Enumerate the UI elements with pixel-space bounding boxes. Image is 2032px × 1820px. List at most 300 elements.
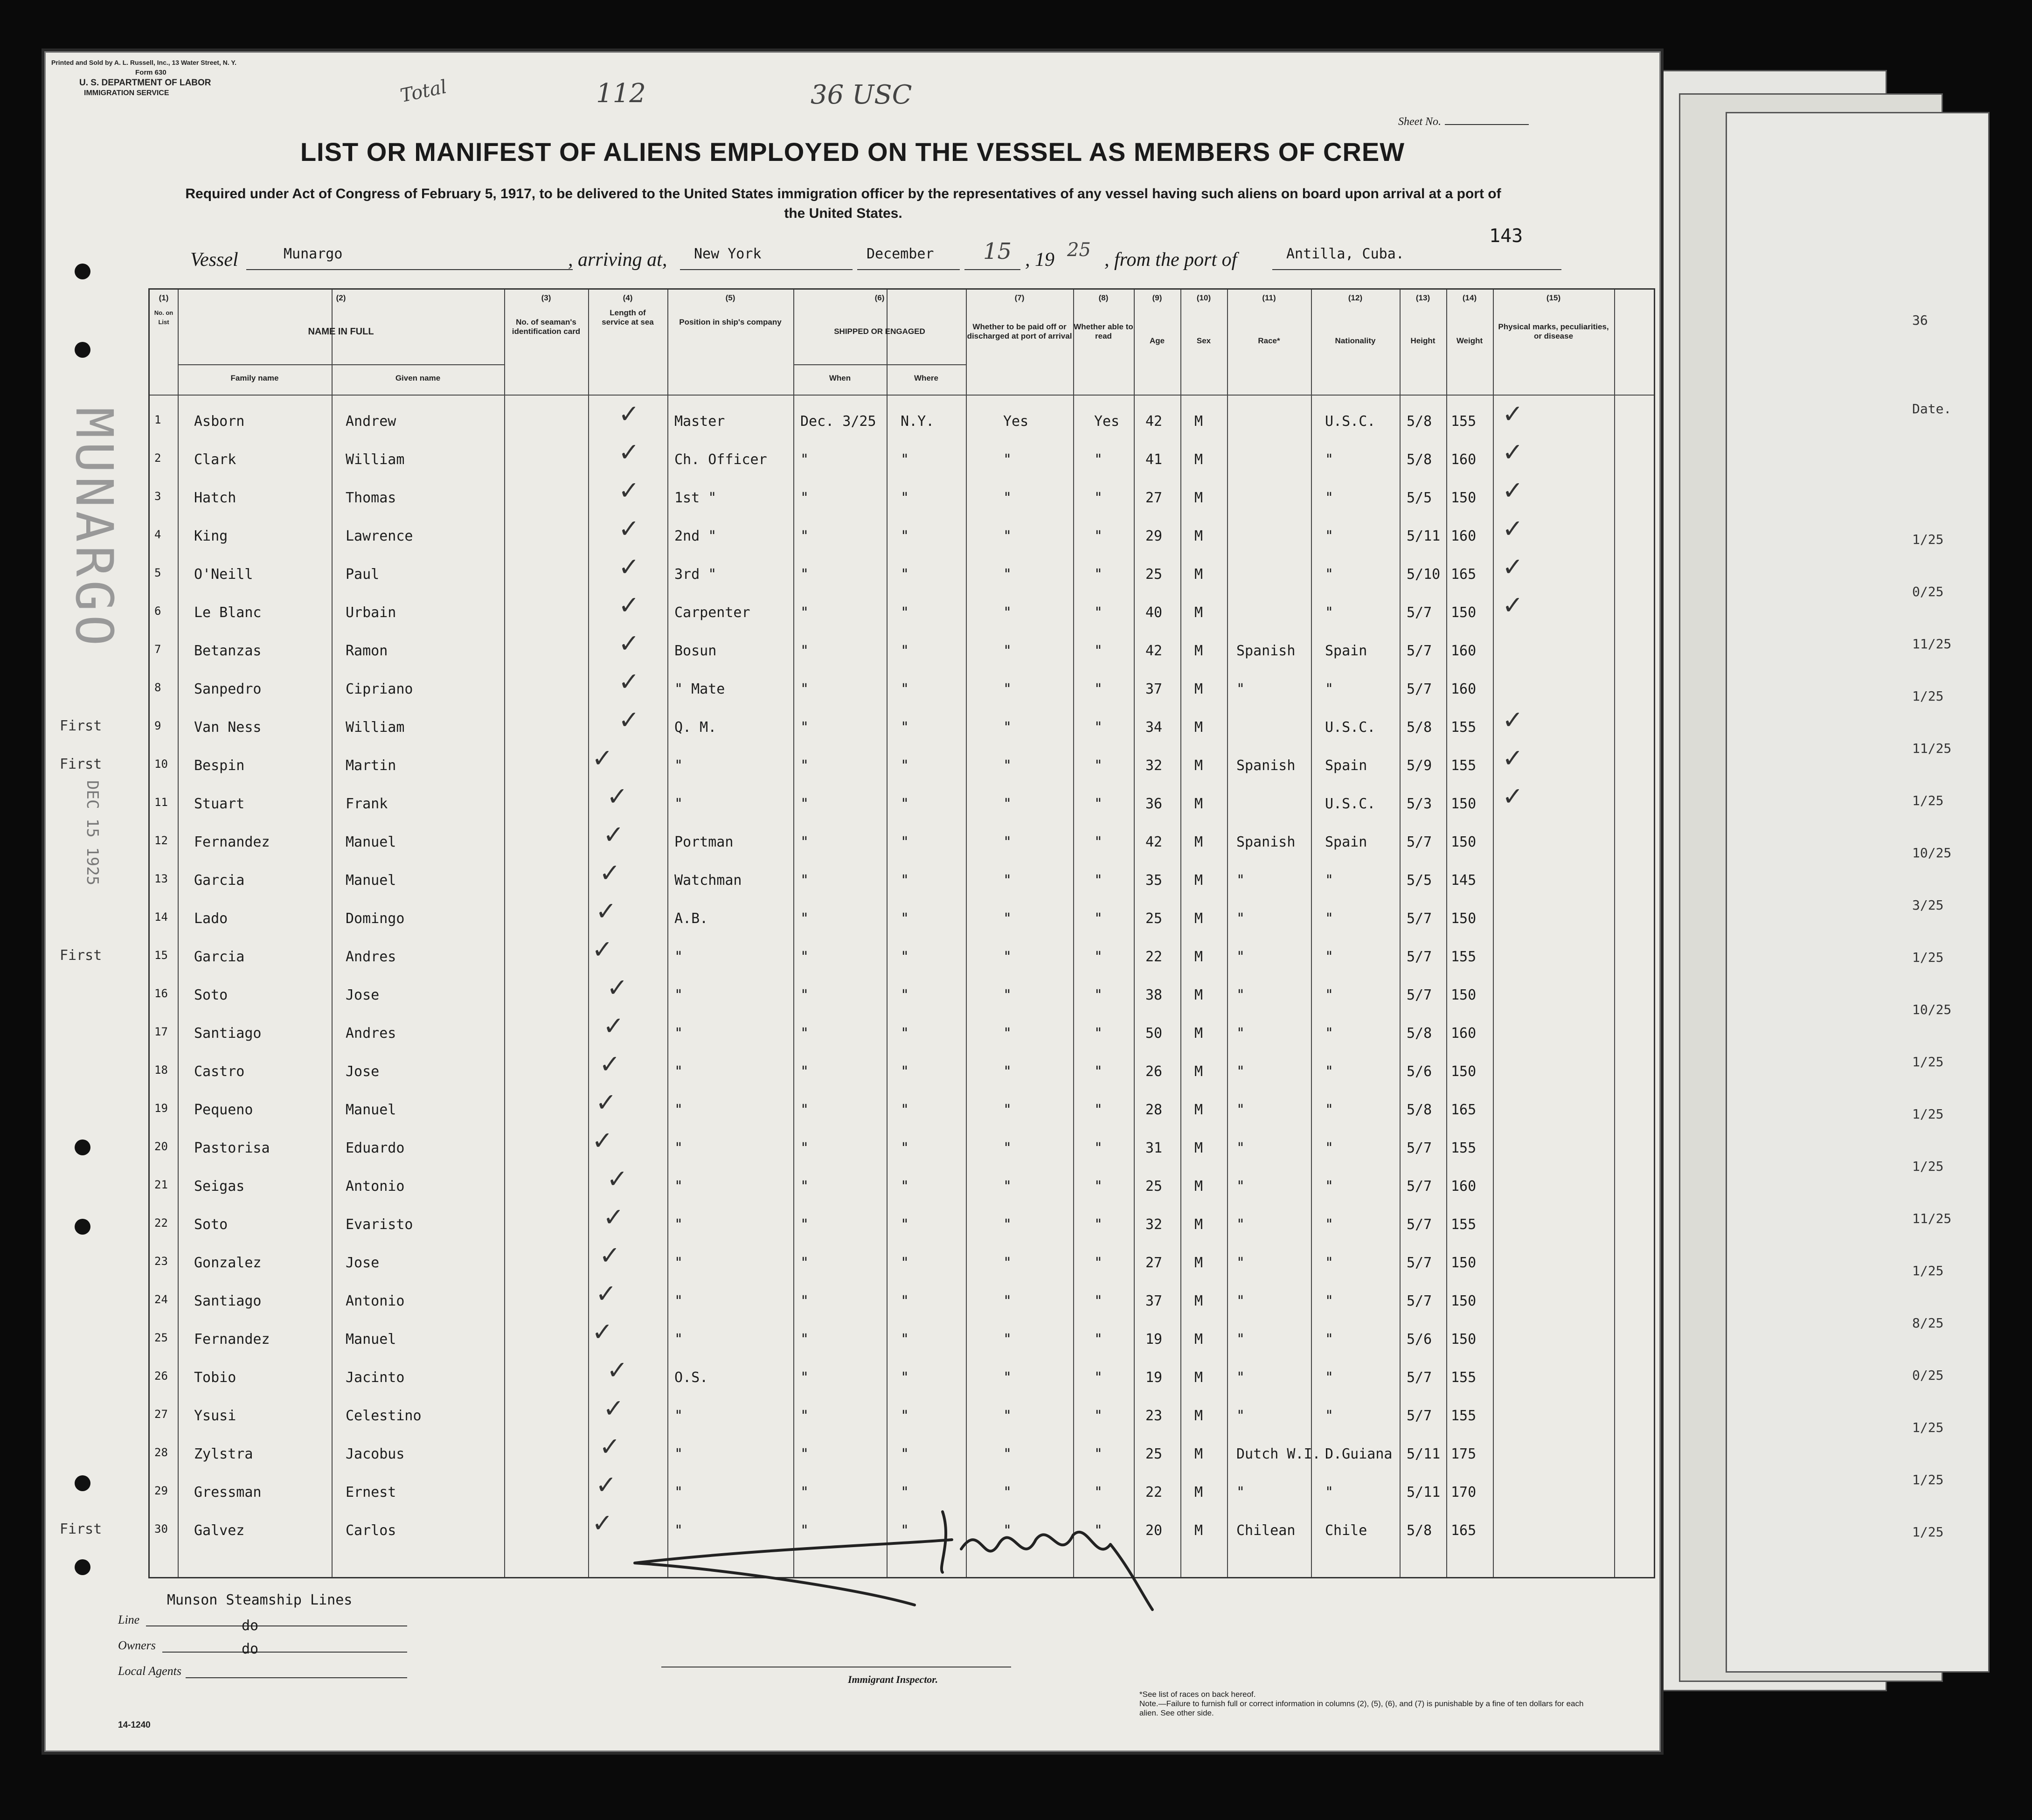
tally-check-icon: ✓ bbox=[592, 935, 613, 964]
col7-num: (7) bbox=[1014, 293, 1025, 302]
nationality: D.Guiana bbox=[1325, 1446, 1393, 1462]
table-row bbox=[150, 1126, 1654, 1178]
age: 25 bbox=[1145, 1178, 1163, 1195]
footnote-races: *See list of races on back hereof. bbox=[1139, 1690, 1256, 1699]
given-name: Lawrence bbox=[346, 528, 413, 544]
shipped-where: " bbox=[901, 1293, 909, 1309]
vessel-name: Munargo bbox=[284, 246, 343, 262]
family-name: Ysusi bbox=[194, 1408, 236, 1424]
nationality: Spain bbox=[1325, 834, 1367, 850]
age: 35 bbox=[1145, 872, 1163, 889]
tally-check-icon: ✓ bbox=[618, 552, 640, 582]
height: 5/10 bbox=[1407, 566, 1441, 583]
paid-off: " bbox=[1003, 1063, 1012, 1080]
age: 42 bbox=[1145, 643, 1163, 659]
sex: M bbox=[1194, 643, 1203, 659]
row-number: 20 bbox=[154, 1140, 168, 1153]
paid-off: " bbox=[1003, 643, 1012, 659]
punch-hole bbox=[75, 342, 90, 358]
position: " bbox=[674, 1331, 683, 1348]
sex: M bbox=[1194, 872, 1203, 889]
position: " bbox=[674, 1063, 683, 1080]
shipped-when: " bbox=[800, 1178, 809, 1195]
weight: 150 bbox=[1451, 604, 1477, 621]
weight: 150 bbox=[1451, 490, 1477, 506]
position: " bbox=[674, 796, 683, 812]
paid-off: " bbox=[1003, 1255, 1012, 1271]
race: " bbox=[1236, 987, 1245, 1003]
family-name: O'Neill bbox=[194, 566, 253, 583]
position: " bbox=[674, 1255, 683, 1271]
able-to-read: " bbox=[1094, 987, 1103, 1003]
paid-off: " bbox=[1003, 1216, 1012, 1233]
position: Q. M. bbox=[674, 719, 717, 736]
age: 20 bbox=[1145, 1522, 1163, 1539]
sex: M bbox=[1194, 834, 1203, 850]
sex: M bbox=[1194, 1446, 1203, 1462]
family-name: Pastorisa bbox=[194, 1140, 270, 1156]
paid-off: " bbox=[1003, 1484, 1012, 1500]
nationality: " bbox=[1325, 987, 1334, 1003]
given-name: Andres bbox=[346, 1025, 396, 1042]
tally-check-icon: ✓ bbox=[592, 743, 613, 773]
nationality: " bbox=[1325, 604, 1334, 621]
row-number: 8 bbox=[154, 681, 161, 694]
stamped-number: 143 bbox=[1489, 225, 1523, 247]
row-number: 3 bbox=[154, 490, 161, 503]
shipped-where: " bbox=[901, 1484, 909, 1500]
race: " bbox=[1236, 949, 1245, 965]
sex: M bbox=[1194, 1255, 1203, 1271]
sex: M bbox=[1194, 681, 1203, 697]
table-row bbox=[150, 935, 1654, 987]
line-label: Line bbox=[118, 1613, 140, 1626]
shipped-when: Dec. 3/25 bbox=[800, 413, 876, 430]
col5-num: (5) bbox=[725, 293, 735, 302]
vessel-row bbox=[190, 238, 1566, 277]
tally-check-icon: ✓ bbox=[599, 1241, 621, 1270]
nationality: " bbox=[1325, 1255, 1334, 1271]
table-row bbox=[150, 1355, 1654, 1408]
height: 5/7 bbox=[1407, 1216, 1432, 1233]
col5-head: Position in ship's company bbox=[679, 318, 782, 326]
right-strip-date: 1/25 bbox=[1912, 1159, 1944, 1174]
height: 5/8 bbox=[1407, 1025, 1432, 1042]
shipped-when: " bbox=[800, 1216, 809, 1233]
position: " Mate bbox=[674, 681, 725, 697]
race: " bbox=[1236, 1216, 1245, 1233]
family-name: Van Ness bbox=[194, 719, 262, 736]
height: 5/7 bbox=[1407, 1140, 1432, 1156]
tally-check-icon: ✓ bbox=[592, 1317, 613, 1347]
family-name: Seigas bbox=[194, 1178, 245, 1195]
paid-off: " bbox=[1003, 834, 1012, 850]
inspector-signature bbox=[616, 1493, 1269, 1624]
able-to-read: " bbox=[1094, 1216, 1103, 1233]
position: Carpenter bbox=[674, 604, 750, 621]
paid-off: " bbox=[1003, 910, 1012, 927]
shipped-when: " bbox=[800, 1408, 809, 1424]
weight: 160 bbox=[1451, 528, 1477, 544]
given-name: Paul bbox=[346, 566, 380, 583]
given-name: Manuel bbox=[346, 872, 396, 889]
row-number: 6 bbox=[154, 604, 161, 618]
col11-num: (11) bbox=[1262, 293, 1276, 302]
shipped-when: " bbox=[800, 1140, 809, 1156]
tally-check-icon: ✓ bbox=[607, 782, 628, 811]
weight: 155 bbox=[1451, 413, 1477, 430]
department: U. S. DEPARTMENT OF LABOR bbox=[79, 78, 211, 88]
height: 5/5 bbox=[1407, 490, 1432, 506]
month-underline bbox=[857, 269, 960, 270]
right-strip-date: 1/25 bbox=[1912, 1472, 1944, 1487]
age: 27 bbox=[1145, 1255, 1163, 1271]
tally-check-icon: ✓ bbox=[607, 1164, 628, 1194]
position: " bbox=[674, 1293, 683, 1309]
shipped-when: " bbox=[800, 949, 809, 965]
paid-off: " bbox=[1003, 681, 1012, 697]
given-name: William bbox=[346, 452, 405, 468]
able-to-read: " bbox=[1094, 452, 1103, 468]
col9-num: (9) bbox=[1152, 293, 1162, 302]
weight: 150 bbox=[1451, 1293, 1477, 1309]
position: " bbox=[674, 1446, 683, 1462]
shipped-when: " bbox=[800, 1484, 809, 1500]
margin-first-label: First bbox=[60, 756, 102, 772]
paid-off: " bbox=[1003, 719, 1012, 736]
paid-off: " bbox=[1003, 1331, 1012, 1348]
agents-value: do bbox=[242, 1641, 259, 1657]
right-strip-date: 1/25 bbox=[1912, 1054, 1944, 1070]
nationality: " bbox=[1325, 1025, 1334, 1042]
able-to-read: " bbox=[1094, 490, 1103, 506]
paid-off: " bbox=[1003, 1522, 1012, 1539]
able-to-read: " bbox=[1094, 757, 1103, 774]
tally-check-icon: ✓ bbox=[618, 667, 640, 696]
col8-num: (8) bbox=[1098, 293, 1109, 302]
tally-check-icon: ✓ bbox=[618, 590, 640, 620]
height: 5/7 bbox=[1407, 604, 1432, 621]
arrival-day: 15 bbox=[983, 238, 1012, 264]
paid-off: " bbox=[1003, 490, 1012, 506]
able-to-read: " bbox=[1094, 719, 1103, 736]
given-head: Given name bbox=[395, 374, 441, 382]
shipped-where: " bbox=[901, 987, 909, 1003]
sex: M bbox=[1194, 413, 1203, 430]
shipped-where: " bbox=[901, 1522, 909, 1539]
position: " bbox=[674, 757, 683, 774]
position: " bbox=[674, 1522, 683, 1539]
position: Bosun bbox=[674, 643, 717, 659]
height: 5/8 bbox=[1407, 452, 1432, 468]
col13-num: (13) bbox=[1415, 293, 1430, 302]
col14-head: Weight bbox=[1456, 336, 1483, 345]
line-value: Munson Steamship Lines bbox=[167, 1592, 353, 1608]
tally-check-icon: ✓ bbox=[596, 1088, 617, 1117]
col12-num: (12) bbox=[1348, 293, 1363, 302]
given-name: Celestino bbox=[346, 1408, 422, 1424]
family-name: Lado bbox=[194, 910, 228, 927]
given-name: Manuel bbox=[346, 834, 396, 850]
col10-num: (10) bbox=[1196, 293, 1211, 302]
nationality: " bbox=[1325, 1216, 1334, 1233]
height: 5/7 bbox=[1407, 1255, 1432, 1271]
family-name: Santiago bbox=[194, 1293, 262, 1309]
row-number: 11 bbox=[154, 796, 168, 809]
age: 19 bbox=[1145, 1331, 1163, 1348]
col9-head: Age bbox=[1149, 336, 1165, 345]
height: 5/6 bbox=[1407, 1331, 1432, 1348]
shipped-when: " bbox=[800, 910, 809, 927]
nationality: " bbox=[1325, 528, 1334, 544]
sex: M bbox=[1194, 452, 1203, 468]
shipped-where: " bbox=[901, 1063, 909, 1080]
right-strip-col-no: 36 bbox=[1912, 313, 1928, 328]
table-row bbox=[150, 820, 1654, 872]
height: 5/7 bbox=[1407, 949, 1432, 965]
shipped-where: " bbox=[901, 757, 909, 774]
able-to-read: " bbox=[1094, 1446, 1103, 1462]
family-name: Clark bbox=[194, 452, 236, 468]
age: 50 bbox=[1145, 1025, 1163, 1042]
nationality: " bbox=[1325, 1408, 1334, 1424]
family-name: Tobio bbox=[194, 1369, 236, 1386]
nationality: " bbox=[1325, 490, 1334, 506]
able-to-read: " bbox=[1094, 949, 1103, 965]
row-number: 10 bbox=[154, 757, 168, 771]
tally-check-icon: ✓ bbox=[618, 629, 640, 658]
grid-subheader-line bbox=[793, 364, 966, 365]
able-to-read: Yes bbox=[1094, 413, 1120, 430]
table-row bbox=[150, 514, 1654, 566]
sex: M bbox=[1194, 1140, 1203, 1156]
height: 5/6 bbox=[1407, 1063, 1432, 1080]
hand-112: 112 bbox=[596, 78, 646, 109]
sex: M bbox=[1194, 490, 1203, 506]
nationality: " bbox=[1325, 1178, 1334, 1195]
col14-num: (14) bbox=[1462, 293, 1477, 302]
position: " bbox=[674, 1140, 683, 1156]
height: 5/11 bbox=[1407, 528, 1441, 544]
nationality: U.S.C. bbox=[1325, 719, 1376, 736]
race: Spanish bbox=[1236, 643, 1296, 659]
able-to-read: " bbox=[1094, 1140, 1103, 1156]
shipped-where: " bbox=[901, 1255, 909, 1271]
tally-check-icon: ✓ bbox=[618, 438, 640, 467]
race: " bbox=[1236, 910, 1245, 927]
weight: 155 bbox=[1451, 1408, 1477, 1424]
height: 5/8 bbox=[1407, 413, 1432, 430]
row-number: 24 bbox=[154, 1293, 168, 1306]
shipped-where: " bbox=[901, 872, 909, 889]
paid-off: " bbox=[1003, 604, 1012, 621]
shipped-when: " bbox=[800, 452, 809, 468]
given-name: Andrew bbox=[346, 413, 396, 430]
sex: M bbox=[1194, 604, 1203, 621]
punch-hole bbox=[75, 1559, 90, 1575]
right-strip bbox=[1893, 299, 2010, 1605]
weight: 165 bbox=[1451, 1522, 1477, 1539]
grid-subheader-line bbox=[178, 364, 504, 365]
physical-check-icon: ✓ bbox=[1502, 743, 1524, 773]
shipped-where: " bbox=[901, 1216, 909, 1233]
col4-head: Length of service at sea bbox=[602, 308, 654, 326]
right-strip-date: 11/25 bbox=[1912, 741, 1952, 756]
col6-num: (6) bbox=[874, 293, 885, 302]
age: 28 bbox=[1145, 1102, 1163, 1118]
able-to-read: " bbox=[1094, 604, 1103, 621]
nationality: " bbox=[1325, 1140, 1334, 1156]
shipped-when: " bbox=[800, 490, 809, 506]
age: 37 bbox=[1145, 1293, 1163, 1309]
table-row bbox=[150, 1049, 1654, 1102]
from-port: Antilla, Cuba. bbox=[1286, 246, 1404, 262]
family-name: Gonzalez bbox=[194, 1255, 262, 1271]
weight: 175 bbox=[1451, 1446, 1477, 1462]
height: 5/3 bbox=[1407, 796, 1432, 812]
age: 22 bbox=[1145, 949, 1163, 965]
given-name: Jose bbox=[346, 1255, 380, 1271]
race: " bbox=[1236, 1369, 1245, 1386]
form-number: Form 630 bbox=[135, 69, 166, 76]
age: 38 bbox=[1145, 987, 1163, 1003]
position: O.S. bbox=[674, 1369, 708, 1386]
nationality: U.S.C. bbox=[1325, 413, 1376, 430]
table-row bbox=[150, 743, 1654, 796]
family-name: Soto bbox=[194, 987, 228, 1003]
physical-check-icon: ✓ bbox=[1502, 552, 1524, 582]
col3-head: No. of seaman's identification card bbox=[512, 318, 581, 336]
given-name: Cipriano bbox=[346, 681, 413, 697]
family-name: Castro bbox=[194, 1063, 245, 1080]
sex: M bbox=[1194, 566, 1203, 583]
footnote bbox=[1139, 1690, 1587, 1718]
weight: 145 bbox=[1451, 872, 1477, 889]
table-row bbox=[150, 1011, 1654, 1063]
right-strip-date: 1/25 bbox=[1912, 532, 1944, 547]
able-to-read: " bbox=[1094, 1178, 1103, 1195]
row-number: 5 bbox=[154, 566, 161, 579]
age: 27 bbox=[1145, 490, 1163, 506]
row-number: 28 bbox=[154, 1446, 168, 1459]
age: 25 bbox=[1145, 1446, 1163, 1462]
shipped-when: " bbox=[800, 1522, 809, 1539]
shipped-when: " bbox=[800, 796, 809, 812]
position: " bbox=[674, 1178, 683, 1195]
shipped-where: " bbox=[901, 1446, 909, 1462]
able-to-read: " bbox=[1094, 1369, 1103, 1386]
position: Master bbox=[674, 413, 725, 430]
table-row bbox=[150, 858, 1654, 910]
nationality: " bbox=[1325, 949, 1334, 965]
weight: 160 bbox=[1451, 1178, 1477, 1195]
date-stamp: DEC 15 1925 bbox=[83, 780, 102, 886]
race: Chilean bbox=[1236, 1522, 1296, 1539]
shipped-where: " bbox=[901, 910, 909, 927]
height: 5/8 bbox=[1407, 1102, 1432, 1118]
sex: M bbox=[1194, 1063, 1203, 1080]
height: 5/5 bbox=[1407, 872, 1432, 889]
able-to-read: " bbox=[1094, 566, 1103, 583]
age: 31 bbox=[1145, 1140, 1163, 1156]
punch-hole bbox=[75, 264, 90, 279]
col6-head: SHIPPED OR ENGAGED bbox=[834, 327, 925, 336]
col15-head: Physical marks, peculiarities, or disease bbox=[1498, 322, 1609, 340]
height: 5/7 bbox=[1407, 1369, 1432, 1386]
vessel-underline bbox=[246, 269, 573, 270]
crew-table bbox=[148, 288, 1655, 1578]
weight: 155 bbox=[1451, 757, 1477, 774]
able-to-read: " bbox=[1094, 1102, 1103, 1118]
shipped-when: " bbox=[800, 566, 809, 583]
row-number: 18 bbox=[154, 1063, 168, 1077]
race: " bbox=[1236, 1178, 1245, 1195]
right-strip-date: 1/25 bbox=[1912, 688, 1944, 704]
age: 26 bbox=[1145, 1063, 1163, 1080]
paid-off: " bbox=[1003, 1102, 1012, 1118]
shipped-where: N.Y. bbox=[901, 413, 935, 430]
col11-head: Race* bbox=[1258, 336, 1280, 345]
height: 5/11 bbox=[1407, 1446, 1441, 1462]
weight: 160 bbox=[1451, 681, 1477, 697]
age: 36 bbox=[1145, 796, 1163, 812]
sex: M bbox=[1194, 949, 1203, 965]
shipped-where: " bbox=[901, 566, 909, 583]
age: 42 bbox=[1145, 413, 1163, 430]
owners-underline bbox=[162, 1652, 407, 1653]
height: 5/7 bbox=[1407, 1178, 1432, 1195]
able-to-read: " bbox=[1094, 1408, 1103, 1424]
nationality: " bbox=[1325, 1484, 1334, 1500]
given-name: Domingo bbox=[346, 910, 405, 927]
given-name: Antonio bbox=[346, 1293, 405, 1309]
shipped-when: " bbox=[800, 987, 809, 1003]
nationality: " bbox=[1325, 910, 1334, 927]
table-row bbox=[150, 896, 1654, 949]
right-strip-date-label: Date. bbox=[1912, 401, 1952, 417]
page-title: LIST OR MANIFEST OF ALIENS EMPLOYED ON THE VESSEL AS MEMBERS OF CREW bbox=[300, 137, 1405, 167]
col7-head: Whether to be paid off or discharged at port of arrival bbox=[967, 322, 1072, 340]
page-subtitle: Required under Act of Congress of February 5, 1917, to be delivered to the United States immigration officer by the representatives of any vessel having such aliens on board upon arrival at a port of the United States. bbox=[185, 186, 1501, 221]
table-row bbox=[150, 438, 1654, 490]
when-head: When bbox=[829, 374, 851, 382]
table-row bbox=[150, 1432, 1654, 1484]
arriving-label: , arriving at, bbox=[568, 249, 667, 271]
family-name: Fernandez bbox=[194, 1331, 270, 1348]
right-strip-date: 1/25 bbox=[1912, 1106, 1944, 1122]
given-name: Jacobus bbox=[346, 1446, 405, 1462]
age: 34 bbox=[1145, 719, 1163, 736]
family-name: Garcia bbox=[194, 949, 245, 965]
row-number: 17 bbox=[154, 1025, 168, 1038]
height: 5/7 bbox=[1407, 1293, 1432, 1309]
shipped-where: " bbox=[901, 834, 909, 850]
shipped-where: " bbox=[901, 949, 909, 965]
race: " bbox=[1236, 1408, 1245, 1424]
col1-head: No. on List bbox=[154, 309, 173, 326]
from-label: , from the port of bbox=[1104, 249, 1237, 271]
paid-off: " bbox=[1003, 796, 1012, 812]
weight: 155 bbox=[1451, 1216, 1477, 1233]
punch-hole bbox=[75, 1139, 90, 1155]
age: 37 bbox=[1145, 681, 1163, 697]
able-to-read: " bbox=[1094, 643, 1103, 659]
printer-block bbox=[51, 57, 275, 98]
col13-head: Height bbox=[1410, 336, 1436, 345]
able-to-read: " bbox=[1094, 1063, 1103, 1080]
race: " bbox=[1236, 1102, 1245, 1118]
position: 1st " bbox=[674, 490, 717, 506]
